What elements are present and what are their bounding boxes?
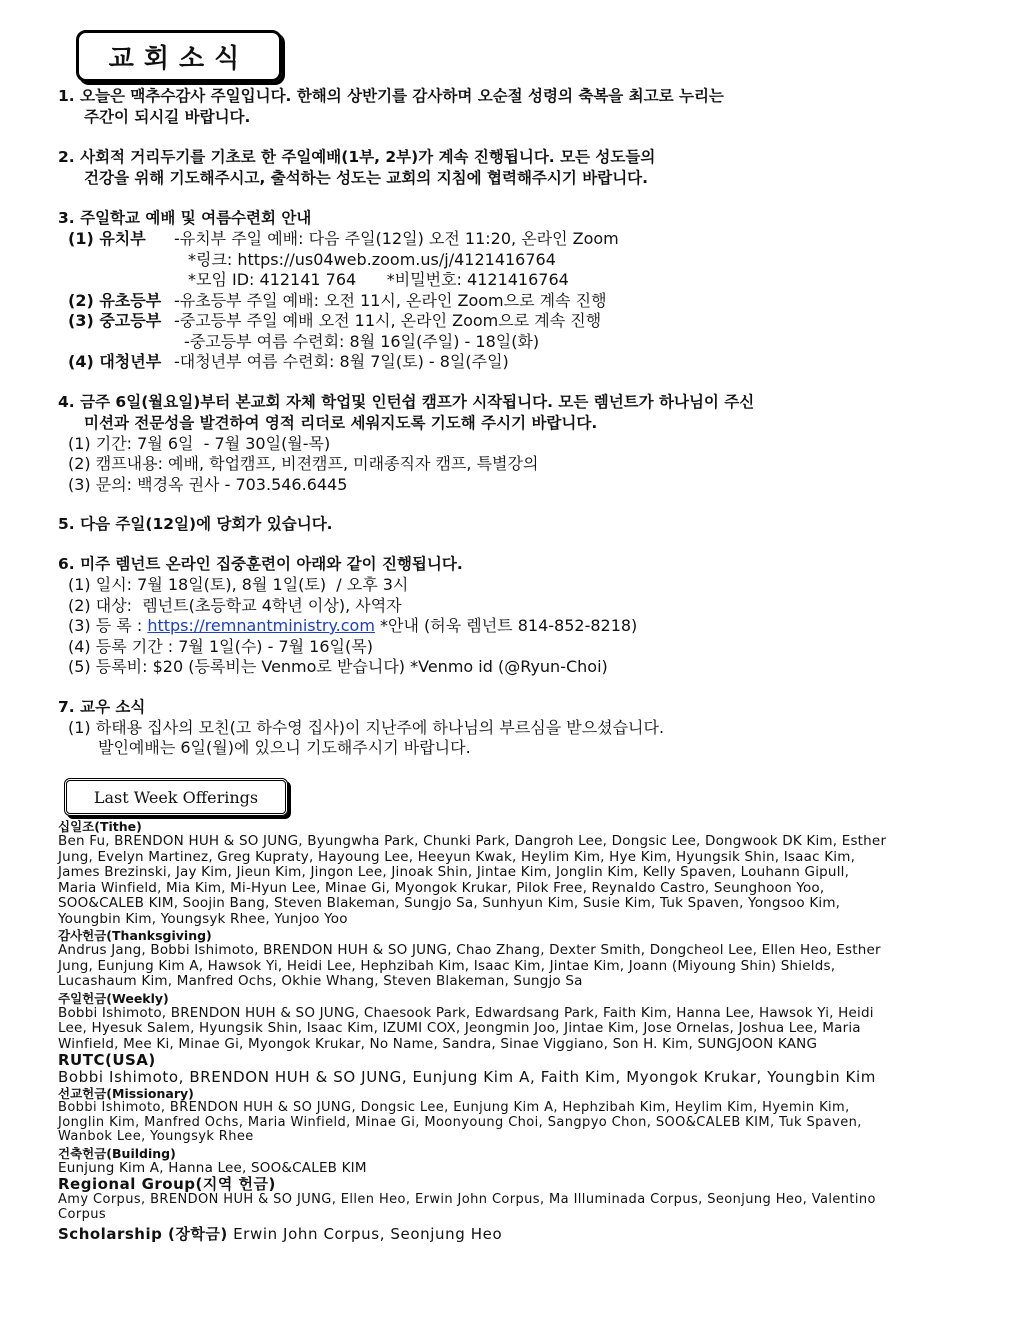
dept-text: -중고등부 주일 예배 오전 11시, 온라인 Zoom으로 계속 진행: [174, 311, 602, 330]
news-item-6: [58, 554, 858, 678]
dept-label: (1) 유치부: [68, 229, 146, 248]
building-label: 건축헌금(Building): [58, 1145, 176, 1161]
missionary-names: Bobbi Ishimoto, BRENDON HUH & SO JUNG, Dongsic Lee, Eunjung Kim A, Hephzibah Kim, Heylim Kim, Hyemin Kim, Jonglin Kim, Manfred Ochs, Maria Winfield, Minae Gi, Moonyoung Choi, Sangpyo Chon, SOO&CALEB KIM, Tuk Spaven, Wanbok Lee, Youngsyk Rhee: [58, 1100, 862, 1144]
training-registration-label: (3) 등 록 :: [68, 616, 148, 635]
dept-text: -중고등부 여름 수련회: 8월 16일(주일) - 18일(화): [184, 331, 540, 351]
member-news: (1) 하태용 집사의 모친(고 하수영 집사)이 지난주에 하나님의 부르심을 받으셨습니다.: [68, 717, 665, 737]
camp-period: (1) 기간: 7월 6일 - 7월 30일(월-목): [68, 433, 331, 453]
thanksgiving-label: 감사헌금(Thanksgiving): [58, 928, 212, 943]
news-number: 2.: [58, 148, 75, 166]
news-number: 5.: [58, 515, 75, 533]
dept-label: (3) 중고등부: [68, 311, 162, 330]
news-text: 주간이 되시길 바랍니다.: [84, 108, 251, 126]
dept-text: -대청년부 여름 수련회: 8월 7일(토) - 8일(주일): [174, 352, 509, 371]
dept-text: -유치부 주일 예배: 다음 주일(12일) 오전 11:20, 온라인 Zoom: [174, 229, 619, 248]
training-contact: *안내 (허욱 렘넌트 814-852-8218): [374, 616, 638, 635]
offerings-list: [58, 818, 888, 1243]
weekly-names: Bobbi Ishimoto, BRENDON HUH & SO JUNG, Chaesook Park, Edwardsang Park, Faith Kim, Hanna Lee, Hawsok Yi, Heidi Lee, Hyesuk Salem, Hyungsik Shin, Isaac Kim, IZUMI COX, Jeongmin Joo, Jintae Kim, Jose Ornelas, Joshua Lee, Maria Winfield, Mee Ki, Minae Gi, Myongok Krukar, No Name, Sandra, Sinae Viggiano, Son H. Kim, SUNGJOON KANG: [58, 1004, 874, 1052]
training-date: (1) 일시: 7월 18일(토), 8월 1일(토) / 오후 3시: [68, 575, 409, 594]
remnant-ministry-link[interactable]: https://remnantministry.com: [147, 616, 375, 635]
news-text: 건강을 위해 기도해주시고, 출석하는 성도는 교회의 지침에 협력해주시기 바랍니다.: [84, 169, 649, 187]
weekly-label: 주일헌금(Weekly): [58, 990, 169, 1006]
news-item-7: [58, 697, 858, 759]
building-names: Eunjung Kim A, Hanna Lee, SOO&CALEB KIM: [58, 1159, 367, 1176]
scholarship-row: [58, 1224, 888, 1243]
news-item-1: [58, 86, 858, 128]
regional-names: Amy Corpus, BRENDON HUH & SO JUNG, Ellen Heo, Erwin John Corpus, Ma Illuminada Corpus, Seonjung Heo, Valentino Corpus: [58, 1192, 876, 1222]
news-item-2: [58, 147, 858, 189]
training-period: (4) 등록 기간 : 7월 1일(수) - 7월 16일(목): [68, 636, 373, 656]
camp-contact: (3) 문의: 백경옥 권사 - 703.546.6445: [68, 474, 348, 494]
scholarship-label: Scholarship (장학금): [58, 1225, 228, 1243]
news-item-4: [58, 392, 858, 496]
news-number: 3.: [58, 209, 75, 227]
dept-label: (4) 대청년부: [68, 352, 162, 371]
news-text: 미주 렘넌트 온라인 집중훈련이 아래와 같이 진행됩니다.: [80, 555, 463, 573]
church-news: [58, 86, 858, 778]
news-number: 7.: [58, 697, 75, 716]
member-news: 발인예배는 6일(월)에 있으니 기도해주시기 바랍니다.: [98, 738, 471, 757]
scholarship-names: Erwin John Corpus, Seonjung Heo: [227, 1225, 503, 1243]
dept-text: -유초등부 주일 예배: 오전 11시, 온라인 Zoom으로 계속 진행: [174, 290, 607, 310]
news-item-3: [58, 208, 858, 373]
zoom-link: *링크: https://us04web.zoom.us/j/4121416764: [188, 249, 556, 269]
training-fee: (5) 등록비: $20 (등록비는 Venmo로 받습니다) *Venmo id (@Ryun-Choi): [68, 657, 608, 676]
camp-content: (2) 캠프내용: 예배, 학업캠프, 비젼캠프, 미래종직자 캠프, 특별강의: [68, 454, 539, 473]
news-number: 4.: [58, 392, 75, 411]
training-target: (2) 대상: 렘넌트(초등학교 4학년 이상), 사역자: [68, 595, 402, 615]
regional-label: Regional Group(지역 헌금): [58, 1175, 276, 1193]
thanksgiving-names: Andrus Jang, Bobbi Ishimoto, BRENDON HUH & SO JUNG, Chao Zhang, Dexter Smith, Dongcheol Lee, Ellen Heo, Esther Jung, Eunjung Kim A, Hawsok Yi, Heidi Lee, Hephzibah Kim, Isaac Kim, Jintae Kim, Joann (Miyoung Shin) Shields, Lucashaum Kim, Manfred Ochs, Okhie Whang, Steven Blakeman, Sungjo Sa: [58, 942, 881, 989]
news-number: 6.: [58, 555, 75, 573]
rutc-label: RUTC(USA): [58, 1051, 156, 1069]
page-title: 교회소식: [76, 30, 282, 82]
dept-label: (2) 유초등부: [68, 290, 162, 310]
tithe-names: Ben Fu, BRENDON HUH & SO JUNG, Byungwha Park, Chunki Park, Dangroh Lee, Dongsic Lee, Dongwook DK Kim, Esther Jung, Evelyn Martinez, Greg Kupraty, Hayoung Lee, Heeyun Kwak, Heylim Kim, Hye Kim, Hyungsik Shin, Isaac Kim, James Brezinski, Jay Kim, Jieun Kim, Jingon Lee, Jinoak Shin, Jintae Kim, Jonglin Kim, Kelly Spaven, Louhann Gipull, Maria Winfield, Mia Kim, Mi-Hyun Lee, Minae Gi, Myongok Krukar, Pilok Free, Reynaldo Castro, Seunghoon Yoo, SOO&CALEB KIM, Soojin Bang, Steven Blakeman, Sungjo Sa, Sunhyun Kim, Susie Kim, Tuk Spaven, Yongsoo Kim, Youngbin Kim, Youngsyk Rhee, Yunjoo Yoo: [58, 833, 887, 927]
news-text: 사회적 거리두기를 기초로 한 주일예배(1부, 2부)가 계속 진행됩니다. 모든 성도들의: [80, 148, 656, 166]
news-text: 교우 소식: [80, 697, 146, 716]
zoom-meeting-id: *모임 ID: 412141 764 *비밀번호: 4121416764: [188, 270, 569, 289]
news-item-5: [58, 514, 858, 535]
news-text: 다음 주일(12일)에 당회가 있습니다.: [80, 515, 333, 533]
news-text: 오늘은 맥추수감사 주일입니다. 한해의 상반기를 감사하며 오순절 성령의 축복을 최고로 누리는: [80, 87, 724, 105]
rutc-names: Bobbi Ishimoto, BRENDON HUH & SO JUNG, Eunjung Kim A, Faith Kim, Myongok Krukar, Youngbin Kim: [58, 1068, 876, 1086]
news-text: 주일학교 예배 및 여름수련회 안내: [80, 209, 312, 227]
news-number: 1.: [58, 87, 75, 105]
offerings-title: Last Week Offerings: [64, 778, 288, 816]
missionary-label: 선교헌금(Missionary): [58, 1086, 194, 1101]
news-text: 금주 6일(월요일)부터 본교회 자체 학업및 인턴쉽 캠프가 시작됩니다. 모든 렘넌트가 하나님이 주신: [80, 392, 755, 411]
training-registration: [68, 616, 858, 637]
news-text: 미션과 전문성을 발견하여 영적 리더로 세워지도록 기도해 주시기 바랍니다.: [84, 413, 598, 432]
tithe-label: 십일조(Tithe): [58, 819, 142, 834]
